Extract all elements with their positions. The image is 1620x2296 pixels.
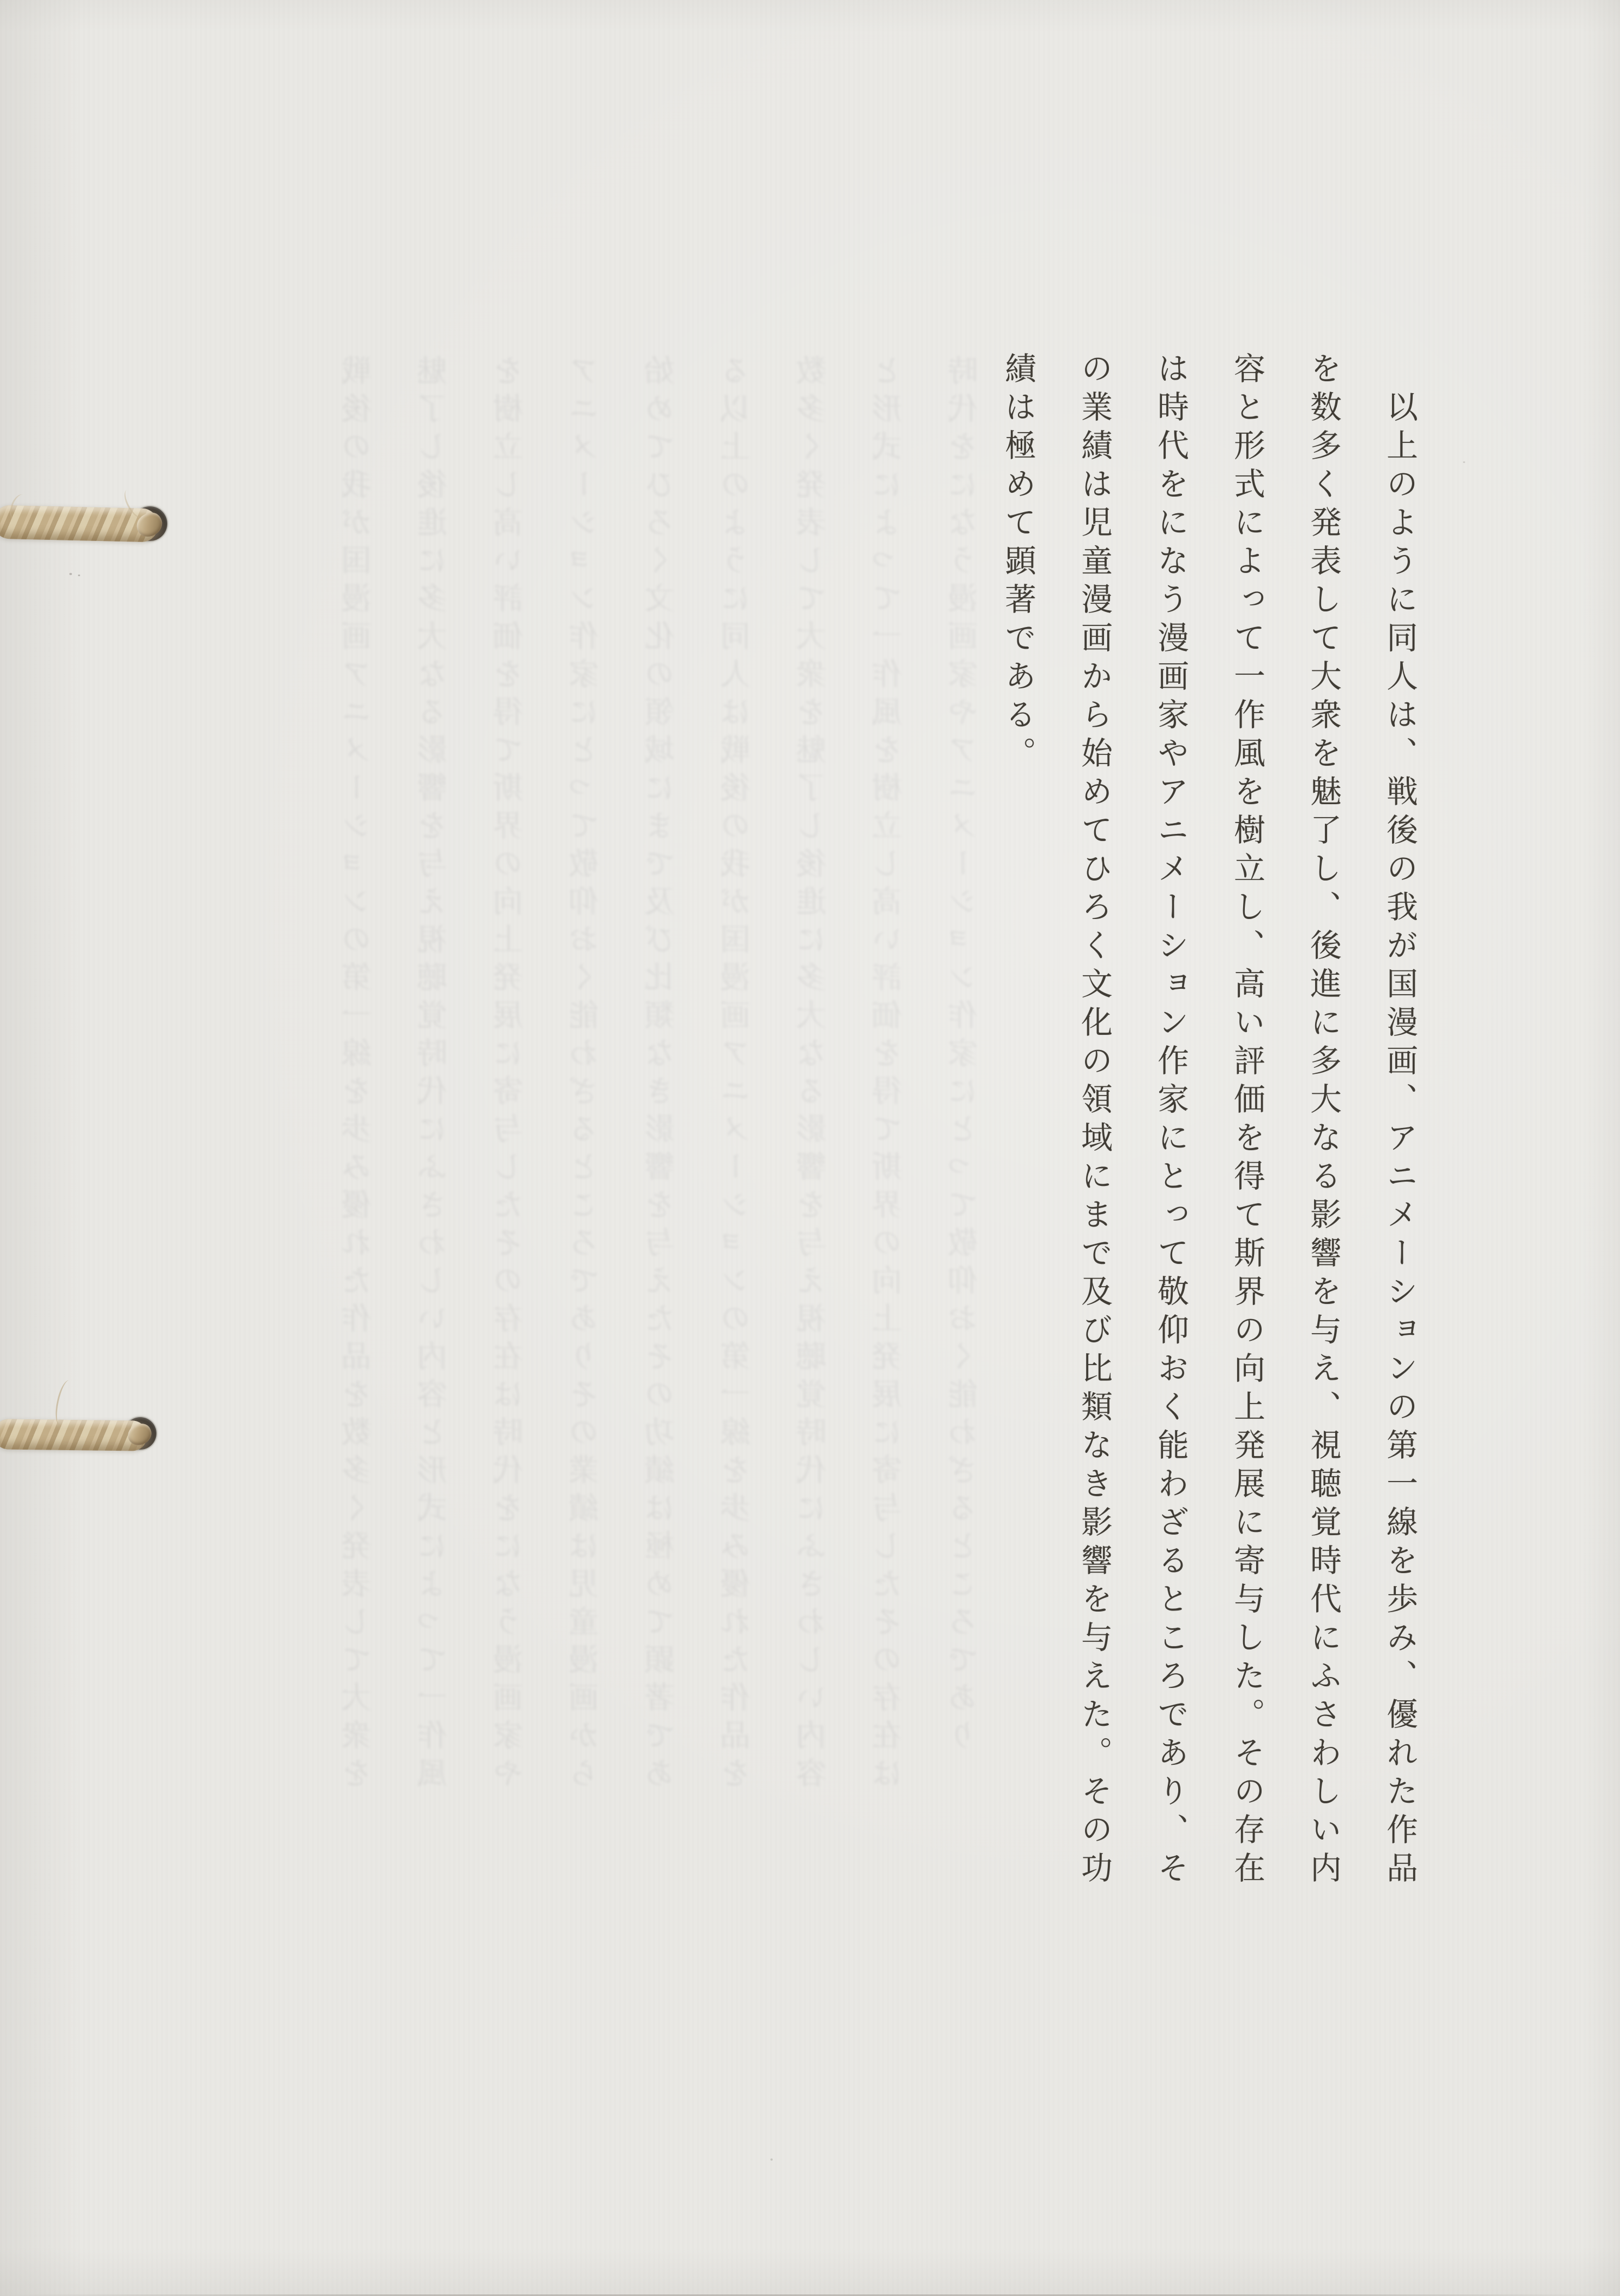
- binding-twine-bottom: [0, 1419, 147, 1451]
- text-column: 績は極めて顕著である。: [1000, 352, 1036, 775]
- bleedthrough-column: アニメーション作家にとって敬仰おく能わざるところでありその業績は児童漫画から: [569, 355, 604, 1795]
- bleedthrough-column: 始めてひろく文化の領域にまで及び比類なき影響を与えたその功績は極めて顕著であ: [644, 355, 680, 1795]
- dust-speck: [1463, 461, 1465, 463]
- text-column: は時代をになう漫画家やアニメーション作家にとって敬仰おく能わざるところであり、そ: [1152, 352, 1189, 1890]
- bleedthrough-column: 時代をになう漫画家やアニメーション作家にとって敬仰おく能わざるところであり: [948, 355, 983, 1757]
- dust-speck: [78, 575, 80, 576]
- text-column: の業績は児童漫画から始めてひろく文化の領域にまで及び比類なき影響を与えた。その功: [1076, 352, 1113, 1890]
- bleedthrough-column: と形式によって一作風を樹立し高い評価を得て斯界の向上発展に寄与したその存在は: [872, 355, 907, 1795]
- bleedthrough-column: 戦後の我が国漫画アニメーションの第一線を歩み優れた作品を数多く発表して大衆を: [341, 355, 376, 1795]
- bleedthrough-column: る以上のように同人は戦後の我が国漫画アニメーションの第一線を歩み優れた作品を: [720, 355, 755, 1795]
- dust-speck: [770, 2158, 773, 2161]
- bleedthrough-column: 魅了し後進に多大なる影響を与え視聴覚時代にふさわしい内容と形式によって一作風: [417, 355, 452, 1795]
- text-column: を数多く発表して大衆を魅了し、後進に多大なる影響を与え、視聴覚時代にふさわしい内: [1305, 352, 1342, 1890]
- text-column: 以上のように同人は、戦後の我が国漫画、アニメーションの第一線を歩み、優れた作品: [1381, 352, 1418, 1890]
- bleedthrough-column: 数多く発表して大衆を魅了し後進に多大なる影響を与え視聴覚時代にふさわしい内容: [796, 355, 831, 1795]
- text-column: 容と形式によって一作風を樹立し、高い評価を得て斯界の向上発展に寄与した。その存在: [1229, 352, 1265, 1890]
- bleedthrough-column: を樹立し高い評価を得て斯界の向上発展に寄与したその存在は時代をになう漫画家や: [493, 355, 528, 1795]
- dust-speck: [69, 573, 72, 575]
